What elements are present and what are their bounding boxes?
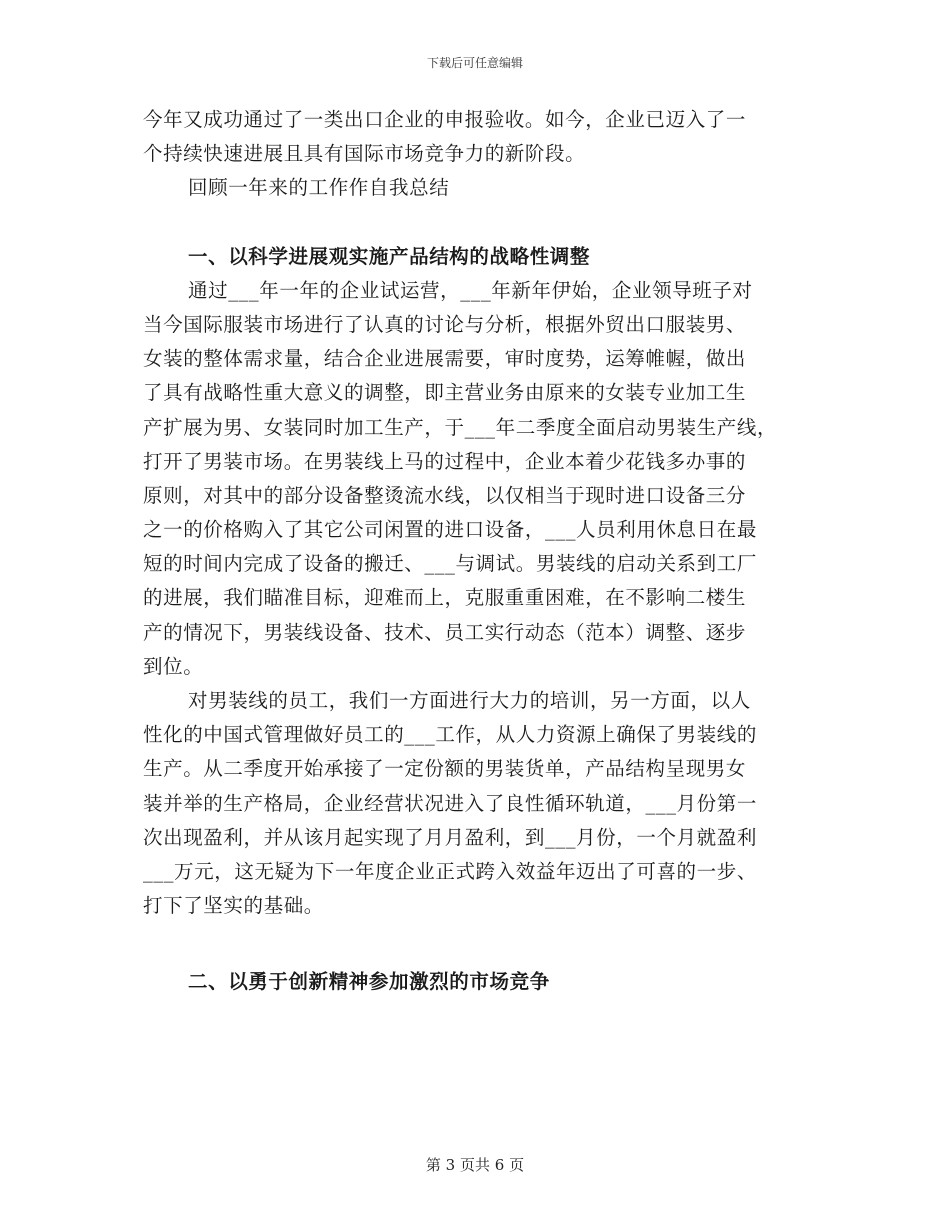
paragraph-line: 当今国际服装市场进行了认真的讨论与分析，根据外贸出口服装男、: [143, 312, 747, 336]
paragraph-line: 短的时间内完成了设备的搬迁、___与调试。男装线的启动关系到工厂: [143, 552, 757, 576]
paragraph-line: 了具有战略性重大意义的调整，即主营业务由原来的女装专业加工生: [143, 381, 747, 405]
paragraph-line: 产扩展为男、女装同时加工生产，于___年二季度全面启动男装生产线，: [143, 415, 778, 439]
paragraph-line: 装并举的生产格局，企业经营状况进入了良性循环轨道，___月份第一: [143, 791, 757, 815]
page-footer: 第 3 页共 6 页: [425, 1156, 525, 1174]
intro-line: 今年又成功通过了一类出口企业的申报验收。如今，企业已迈入了一: [143, 108, 747, 131]
paragraph-line: 性化的中国式管理做好员工的___工作，从人力资源上确保了男装线的: [143, 723, 757, 747]
paragraph-line: ___万元，这无疑为下一年度企业正式跨入效益年迈出了可喜的一步、: [143, 859, 757, 883]
section-heading-1: 一、以科学进展观实施产品结构的战略性调整: [188, 244, 591, 268]
paragraph-line: 对男装线的员工，我们一方面进行大力的培训，另一方面，以人: [188, 689, 751, 712]
document-body: [143, 103, 823, 1000]
paragraph-line: 原则，对其中的部分设备整烫流水线，以仅相当于现时进口设备三分: [143, 483, 747, 507]
spacer: [143, 206, 823, 240]
spacer: [143, 923, 823, 965]
paragraph-line: 生产。从二季度开始承接了一定份额的男装货单，产品结构呈现男女: [143, 757, 747, 781]
intro-line: 个持续快速进展且具有国际市场竞争力的新阶段。: [143, 142, 586, 166]
page-header: 下载后可任意编辑: [426, 56, 523, 70]
paragraph-line: 打下了坚实的基础。: [143, 894, 324, 918]
paragraph-line: 打开了男装市场。在男装线上马的过程中，企业本着少花钱多办事的: [143, 449, 747, 473]
paragraph-line: 通过___年一年的企业试运营，___年新年伊始，企业领导班子对: [188, 278, 753, 302]
paragraph-line: 次出现盈利，并从该月起实现了月月盈利，到___月份，一个月就盈利: [143, 825, 757, 849]
review-line: 回顾一年来的工作作自我总结: [188, 176, 450, 200]
paragraph-line: 产的情况下，男装线设备、技术、员工实行动态（范本）调整、逐步: [143, 620, 747, 644]
section-heading-2: 二、以勇于创新精神参加激烈的市场竞争: [188, 970, 550, 994]
paragraph-line: 之一的价格购入了其它公司闲置的进口设备，___人员利用休息日在最: [143, 518, 757, 542]
paragraph-line: 的进展，我们瞄准目标，迎难而上，克服重重困难，在不影响二楼生: [143, 586, 747, 610]
paragraph-line: 到位。: [143, 654, 204, 678]
paragraph-line: 女装的整体需求量，结合企业进展需要，审时度势，运筹帷幄，做出: [143, 347, 747, 371]
